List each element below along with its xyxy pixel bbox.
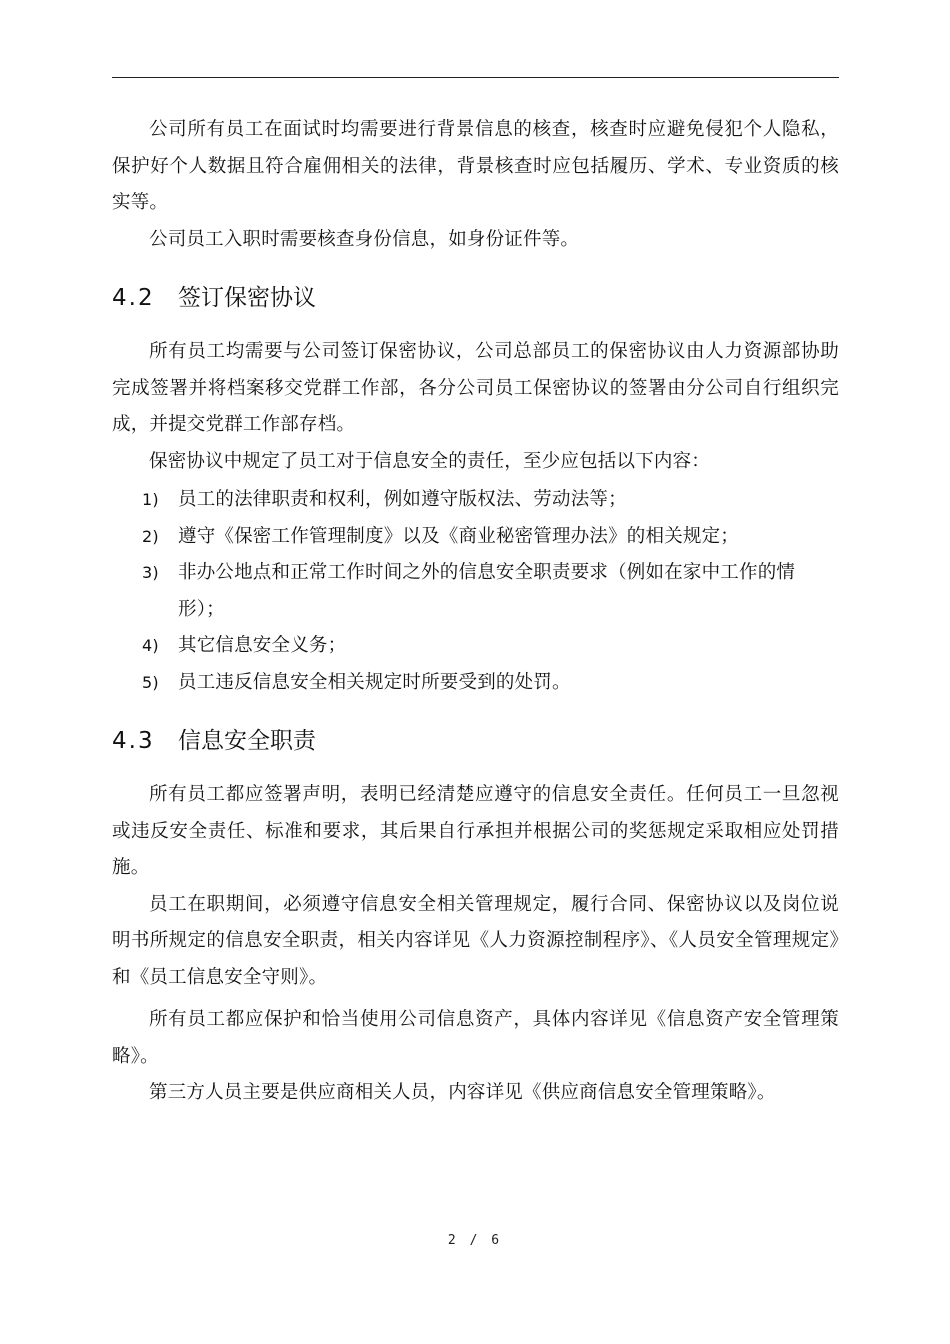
- list-item-text: 员工违反信息安全相关规定时所要受到的处罚。: [178, 671, 571, 693]
- section-4-2-paragraph-1: 所有员工均需要与公司签订保密协议，公司总部员工的保密协议由人力资源部协助完成签署并将档案移交党群工作部，各分公司员工保密协议的签署由分公司自行组织完成，并提交党群工作部存档。: [112, 341, 839, 435]
- section-4-3-paragraph-1: 所有员工都应签署声明，表明已经清楚应遵守的信息安全责任。任何员工一旦忽视或违反安全责任、标准和要求，其后果自行承担并根据公司的奖惩规定采取相应处罚措施。: [112, 784, 839, 878]
- list-item: [112, 555, 839, 628]
- confidentiality-requirements-list: [112, 482, 839, 701]
- section-title: 签订保密协议: [178, 285, 316, 311]
- section-title: 信息安全职责: [178, 728, 316, 754]
- list-item: [112, 482, 839, 519]
- section-heading-4-2: [112, 280, 839, 316]
- section-4-3-paragraph-3: 所有员工都应保护和恰当使用公司信息资产，具体内容详见《信息资产安全管理策略》。: [112, 1009, 839, 1067]
- list-item-text: 其它信息安全义务；: [178, 635, 347, 656]
- section-4-2-paragraph-2: 保密协议中规定了员工对于信息安全的责任，至少应包括以下内容：: [149, 450, 711, 472]
- document-body: [112, 112, 839, 1112]
- list-item-text: 遵守《保密工作管理制度》以及《商业秘密管理办法》的相关规定；: [178, 525, 740, 547]
- list-marker: 1): [142, 490, 159, 509]
- section-number: 4.3: [112, 728, 155, 754]
- intro-paragraph-2: 公司员工入职时需要核查身份信息，如身份证件等。: [149, 228, 580, 250]
- list-marker: 2): [142, 526, 159, 546]
- section-4-3-paragraph-4: 第三方人员主要是供应商相关人员，内容详见《供应商信息安全管理策略》。: [149, 1082, 776, 1103]
- section-number: 4.2: [112, 285, 155, 311]
- section-4-3-paragraph-2: 员工在职期间，必须遵守信息安全相关管理规定，履行合同、保密协议以及岗位说明书所规定的信息安全职责，相关内容详见《人力资源控制程序》、《人员安全管理规定》和《员工信息安全守则》。: [112, 893, 839, 988]
- list-item-text: 非办公地点和正常工作时间之外的信息安全职责要求（例如在家中工作的情形）；: [178, 562, 796, 620]
- section-heading-4-3: [112, 723, 839, 759]
- list-marker: 5): [142, 672, 159, 692]
- list-item: [112, 628, 839, 665]
- list-item-text: 员工的法律职责和权利，例如遵守版权法、劳动法等；: [178, 489, 627, 510]
- list-item: [112, 519, 839, 556]
- list-item: [112, 665, 839, 702]
- header-rule: [112, 77, 839, 78]
- list-marker: 4): [142, 636, 159, 655]
- list-marker: 3): [142, 563, 159, 582]
- intro-paragraph-1: 公司所有员工在面试时均需要进行背景信息的核查，核查时应避免侵犯个人隐私，保护好个人数据且符合雇佣相关的法律，背景核查时应包括履历、学术、专业资质的核实等。: [112, 119, 839, 213]
- page-number: 2 / 6: [447, 1233, 503, 1248]
